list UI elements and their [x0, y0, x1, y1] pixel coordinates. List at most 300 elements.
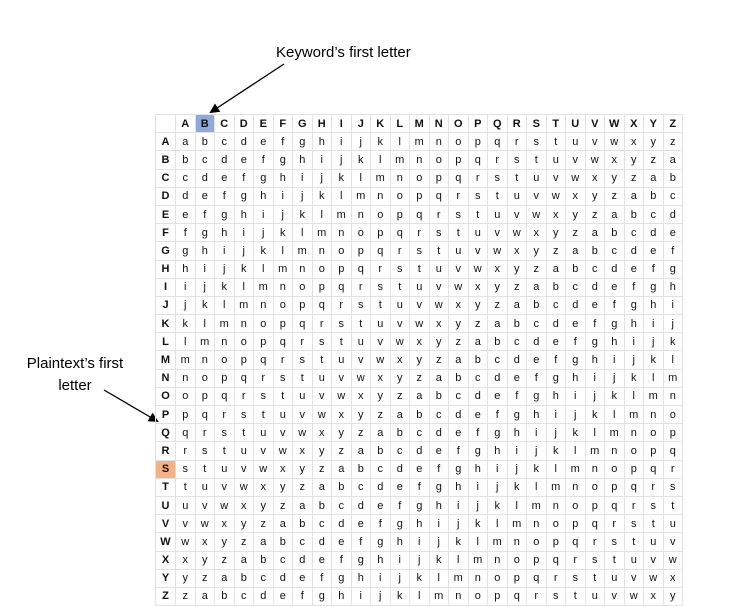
table-cell: f: [371, 515, 391, 533]
table-cell: k: [663, 333, 683, 351]
table-cell: x: [507, 242, 527, 260]
table-cell: r: [371, 260, 391, 278]
row-header-x: X: [156, 551, 176, 569]
table-cell: w: [585, 151, 605, 169]
table-cell: z: [410, 369, 430, 387]
table-cell: o: [644, 424, 664, 442]
table-cell: v: [488, 224, 508, 242]
table-cell: l: [195, 315, 215, 333]
table-cell: s: [215, 424, 235, 442]
table-cell: o: [390, 187, 410, 205]
table-cell: u: [527, 169, 547, 187]
table-cell: t: [293, 369, 313, 387]
table-cell: p: [429, 169, 449, 187]
column-header-s: S: [527, 115, 547, 133]
table-cell: o: [293, 278, 313, 296]
table-cell: i: [507, 442, 527, 460]
table-cell: z: [176, 587, 196, 605]
table-cell: i: [663, 296, 683, 314]
table-cell: m: [293, 242, 313, 260]
table-cell: l: [371, 151, 391, 169]
table-cell: t: [332, 333, 352, 351]
table-cell: l: [488, 515, 508, 533]
table-cell: a: [644, 169, 664, 187]
table-cell: x: [332, 406, 352, 424]
table-cell: q: [351, 260, 371, 278]
table-cell: j: [644, 333, 664, 351]
table-cell: m: [195, 333, 215, 351]
table-cell: a: [429, 369, 449, 387]
table-cell: w: [195, 515, 215, 533]
table-cell: q: [273, 333, 293, 351]
table-row: [156, 242, 683, 260]
table-cell: o: [488, 569, 508, 587]
table-cell: t: [488, 187, 508, 205]
table-cell: g: [566, 351, 586, 369]
table-cell: a: [507, 296, 527, 314]
table-cell: t: [468, 205, 488, 223]
table-cell: p: [624, 460, 644, 478]
table-cell: e: [663, 224, 683, 242]
table-cell: b: [449, 369, 469, 387]
table-cell: o: [527, 533, 547, 551]
column-header-t: T: [546, 115, 566, 133]
table-cell: c: [351, 478, 371, 496]
table-cell: o: [273, 296, 293, 314]
table-cell: j: [449, 515, 469, 533]
table-cell: c: [468, 369, 488, 387]
table-cell: t: [605, 551, 625, 569]
table-row: [156, 387, 683, 405]
table-cell: g: [605, 315, 625, 333]
table-cell: o: [371, 205, 391, 223]
table-cell: s: [273, 369, 293, 387]
column-header-a: A: [176, 115, 196, 133]
table-cell: t: [176, 478, 196, 496]
table-cell: s: [605, 533, 625, 551]
table-row: [156, 315, 683, 333]
table-cell: o: [254, 315, 274, 333]
table-cell: c: [332, 496, 352, 514]
table-cell: j: [293, 187, 313, 205]
table-cell: t: [254, 406, 274, 424]
column-header-i: I: [332, 115, 352, 133]
table-cell: w: [546, 187, 566, 205]
table-cell: j: [234, 242, 254, 260]
table-cell: g: [624, 296, 644, 314]
table-cell: f: [176, 224, 196, 242]
table-cell: b: [605, 224, 625, 242]
table-cell: i: [410, 533, 430, 551]
table-cell: q: [371, 242, 391, 260]
table-cell: y: [254, 496, 274, 514]
table-cell: i: [371, 569, 391, 587]
table-cell: c: [566, 278, 586, 296]
table-cell: m: [663, 369, 683, 387]
table-cell: v: [527, 187, 547, 205]
table-cell: n: [488, 551, 508, 569]
table-cell: m: [585, 442, 605, 460]
table-cell: v: [410, 296, 430, 314]
table-cell: j: [176, 296, 196, 314]
table-cell: h: [273, 169, 293, 187]
table-cell: h: [410, 515, 430, 533]
table-cell: l: [449, 551, 469, 569]
table-cell: h: [312, 133, 332, 151]
table-cell: l: [410, 587, 430, 605]
table-cell: t: [234, 424, 254, 442]
table-cell: b: [624, 205, 644, 223]
table-cell: d: [254, 587, 274, 605]
table-cell: z: [312, 460, 332, 478]
table-cell: z: [254, 515, 274, 533]
row-header-w: W: [156, 533, 176, 551]
table-cell: y: [410, 351, 430, 369]
table-cell: j: [332, 151, 352, 169]
table-cell: v: [234, 460, 254, 478]
column-header-j: J: [351, 115, 371, 133]
table-cell: k: [527, 460, 547, 478]
table-cell: j: [488, 478, 508, 496]
table-cell: p: [273, 315, 293, 333]
table-cell: e: [507, 369, 527, 387]
table-cell: l: [390, 133, 410, 151]
row-header-a: A: [156, 133, 176, 151]
table-cell: q: [332, 278, 352, 296]
table-cell: z: [663, 133, 683, 151]
table-cell: u: [546, 151, 566, 169]
table-cell: a: [546, 260, 566, 278]
table-cell: g: [527, 387, 547, 405]
column-header-q: Q: [488, 115, 508, 133]
table-cell: g: [254, 169, 274, 187]
table-row: [156, 369, 683, 387]
table-cell: u: [195, 478, 215, 496]
table-cell: m: [176, 351, 196, 369]
table-cell: c: [312, 515, 332, 533]
table-cell: p: [351, 242, 371, 260]
table-cell: z: [624, 169, 644, 187]
table-cell: x: [546, 205, 566, 223]
table-cell: q: [176, 424, 196, 442]
table-cell: z: [234, 533, 254, 551]
table-cell: w: [449, 278, 469, 296]
table-cell: n: [273, 278, 293, 296]
table-cell: j: [468, 496, 488, 514]
table-cell: u: [215, 460, 235, 478]
row-header-i: I: [156, 278, 176, 296]
table-cell: g: [468, 442, 488, 460]
table-cell: q: [468, 151, 488, 169]
table-row: [156, 278, 683, 296]
table-cell: z: [332, 442, 352, 460]
table-cell: z: [507, 278, 527, 296]
table-cell: m: [312, 224, 332, 242]
table-cell: r: [351, 278, 371, 296]
table-cell: p: [449, 151, 469, 169]
table-cell: c: [585, 260, 605, 278]
table-cell: e: [254, 133, 274, 151]
table-cell: i: [215, 242, 235, 260]
table-cell: t: [624, 533, 644, 551]
table-cell: q: [293, 315, 313, 333]
table-cell: z: [429, 351, 449, 369]
table-cell: l: [605, 406, 625, 424]
row-header-r: R: [156, 442, 176, 460]
table-cell: d: [644, 224, 664, 242]
table-cell: g: [234, 187, 254, 205]
table-cell: g: [195, 224, 215, 242]
table-cell: o: [312, 260, 332, 278]
table-cell: x: [195, 533, 215, 551]
table-cell: r: [195, 424, 215, 442]
table-cell: h: [293, 151, 313, 169]
table-cell: s: [566, 569, 586, 587]
table-cell: v: [624, 569, 644, 587]
table-cell: f: [449, 442, 469, 460]
table-cell: i: [527, 424, 547, 442]
table-cell: o: [215, 351, 235, 369]
table-cell: u: [429, 260, 449, 278]
column-header-r: R: [507, 115, 527, 133]
table-cell: r: [390, 242, 410, 260]
table-cell: j: [585, 387, 605, 405]
table-cell: v: [215, 478, 235, 496]
table-cell: k: [234, 260, 254, 278]
table-cell: k: [410, 569, 430, 587]
table-cell: z: [273, 496, 293, 514]
table-cell: f: [332, 551, 352, 569]
table-cell: d: [468, 387, 488, 405]
table-cell: r: [566, 551, 586, 569]
table-row: [156, 133, 683, 151]
table-cell: x: [371, 369, 391, 387]
table-cell: k: [390, 587, 410, 605]
table-cell: q: [195, 406, 215, 424]
table-cell: f: [390, 496, 410, 514]
table-cell: b: [429, 387, 449, 405]
table-cell: s: [176, 460, 196, 478]
table-cell: y: [195, 551, 215, 569]
table-cell: k: [468, 515, 488, 533]
table-cell: q: [624, 478, 644, 496]
table-cell: h: [371, 551, 391, 569]
table-cell: i: [605, 351, 625, 369]
table-cell: g: [644, 278, 664, 296]
table-cell: k: [605, 387, 625, 405]
table-cell: i: [468, 478, 488, 496]
table-cell: p: [507, 569, 527, 587]
table-cell: s: [371, 278, 391, 296]
table-cell: m: [351, 187, 371, 205]
table-cell: k: [195, 296, 215, 314]
table-cell: x: [585, 169, 605, 187]
table-cell: a: [312, 478, 332, 496]
table-cell: c: [215, 133, 235, 151]
table-cell: n: [371, 187, 391, 205]
table-cell: n: [644, 406, 664, 424]
table-cell: c: [195, 151, 215, 169]
table-cell: d: [195, 169, 215, 187]
table-cell: a: [273, 515, 293, 533]
table-cell: f: [254, 151, 274, 169]
table-row: [156, 151, 683, 169]
table-cell: q: [507, 587, 527, 605]
table-cell: n: [312, 242, 332, 260]
table-cell: l: [663, 351, 683, 369]
row-header-p: P: [156, 406, 176, 424]
table-cell: m: [273, 260, 293, 278]
table-cell: p: [371, 224, 391, 242]
table-cell: v: [449, 260, 469, 278]
table-cell: y: [351, 406, 371, 424]
table-cell: d: [390, 460, 410, 478]
table-cell: x: [566, 187, 586, 205]
table-cell: l: [312, 205, 332, 223]
table-cell: v: [371, 333, 391, 351]
table-cell: l: [293, 224, 313, 242]
table-cell: r: [429, 205, 449, 223]
table-cell: s: [254, 387, 274, 405]
table-cell: g: [585, 333, 605, 351]
table-cell: r: [663, 460, 683, 478]
table-cell: r: [507, 133, 527, 151]
column-header-g: G: [293, 115, 313, 133]
table-cell: y: [566, 205, 586, 223]
table-cell: h: [195, 242, 215, 260]
table-cell: x: [254, 478, 274, 496]
table-cell: r: [215, 406, 235, 424]
table-cell: h: [605, 333, 625, 351]
corner-cell: [156, 115, 176, 133]
table-cell: v: [566, 151, 586, 169]
table-cell: o: [605, 460, 625, 478]
table-cell: t: [527, 151, 547, 169]
table-cell: g: [449, 460, 469, 478]
table-cell: w: [468, 260, 488, 278]
table-cell: h: [566, 369, 586, 387]
table-cell: k: [546, 442, 566, 460]
table-cell: m: [390, 151, 410, 169]
table-cell: w: [527, 205, 547, 223]
table-cell: z: [390, 387, 410, 405]
table-cell: i: [566, 387, 586, 405]
column-header-x: X: [624, 115, 644, 133]
table-cell: p: [410, 187, 430, 205]
table-cell: b: [332, 478, 352, 496]
table-cell: u: [624, 551, 644, 569]
table-cell: q: [312, 296, 332, 314]
table-cell: x: [410, 333, 430, 351]
table-cell: p: [488, 587, 508, 605]
table-cell: f: [234, 169, 254, 187]
table-cell: r: [273, 351, 293, 369]
table-cell: r: [605, 515, 625, 533]
table-cell: h: [644, 296, 664, 314]
table-cell: n: [176, 369, 196, 387]
table-cell: l: [566, 442, 586, 460]
table-cell: i: [624, 333, 644, 351]
table-cell: g: [293, 133, 313, 151]
table-cell: q: [546, 551, 566, 569]
table-cell: g: [273, 151, 293, 169]
table-cell: a: [566, 242, 586, 260]
table-cell: k: [371, 133, 391, 151]
table-cell: j: [527, 442, 547, 460]
column-header-p: P: [468, 115, 488, 133]
table-cell: k: [624, 369, 644, 387]
table-cell: v: [195, 496, 215, 514]
table-cell: l: [429, 569, 449, 587]
table-cell: i: [546, 406, 566, 424]
table-cell: j: [312, 169, 332, 187]
table-cell: y: [449, 315, 469, 333]
table-cell: u: [566, 133, 586, 151]
table-cell: b: [527, 296, 547, 314]
table-cell: j: [410, 551, 430, 569]
table-cell: t: [663, 496, 683, 514]
table-cell: v: [644, 551, 664, 569]
table-cell: e: [332, 533, 352, 551]
table-cell: t: [449, 224, 469, 242]
table-cell: i: [254, 205, 274, 223]
table-cell: a: [390, 406, 410, 424]
column-header-n: N: [429, 115, 449, 133]
table-cell: x: [624, 133, 644, 151]
table-cell: d: [449, 406, 469, 424]
table-cell: w: [293, 424, 313, 442]
table-cell: z: [371, 406, 391, 424]
table-cell: x: [351, 387, 371, 405]
column-header-w: W: [605, 115, 625, 133]
table-cell: b: [273, 533, 293, 551]
table-cell: x: [527, 224, 547, 242]
table-cell: o: [429, 151, 449, 169]
table-cell: c: [605, 242, 625, 260]
table-cell: f: [585, 315, 605, 333]
table-cell: p: [390, 205, 410, 223]
table-cell: u: [293, 387, 313, 405]
table-cell: l: [468, 533, 488, 551]
table-cell: u: [312, 369, 332, 387]
table-cell: e: [371, 496, 391, 514]
table-cell: f: [429, 460, 449, 478]
table-cell: j: [390, 569, 410, 587]
row-header-v: V: [156, 515, 176, 533]
table-cell: k: [254, 242, 274, 260]
table-cell: w: [488, 242, 508, 260]
table-cell: g: [507, 406, 527, 424]
table-cell: o: [624, 442, 644, 460]
table-cell: h: [429, 496, 449, 514]
table-cell: p: [254, 333, 274, 351]
table-cell: a: [351, 442, 371, 460]
table-cell: r: [468, 169, 488, 187]
table-row: [156, 515, 683, 533]
table-cell: s: [644, 496, 664, 514]
row-header-z: Z: [156, 587, 176, 605]
table-cell: n: [468, 569, 488, 587]
table-cell: w: [624, 587, 644, 605]
table-cell: f: [215, 187, 235, 205]
table-cell: w: [332, 387, 352, 405]
table-cell: o: [585, 478, 605, 496]
table-cell: d: [546, 315, 566, 333]
table-cell: p: [468, 133, 488, 151]
keyword-first-letter-label: Keyword’s first letter: [276, 44, 411, 61]
table-cell: e: [215, 169, 235, 187]
table-row: [156, 496, 683, 514]
